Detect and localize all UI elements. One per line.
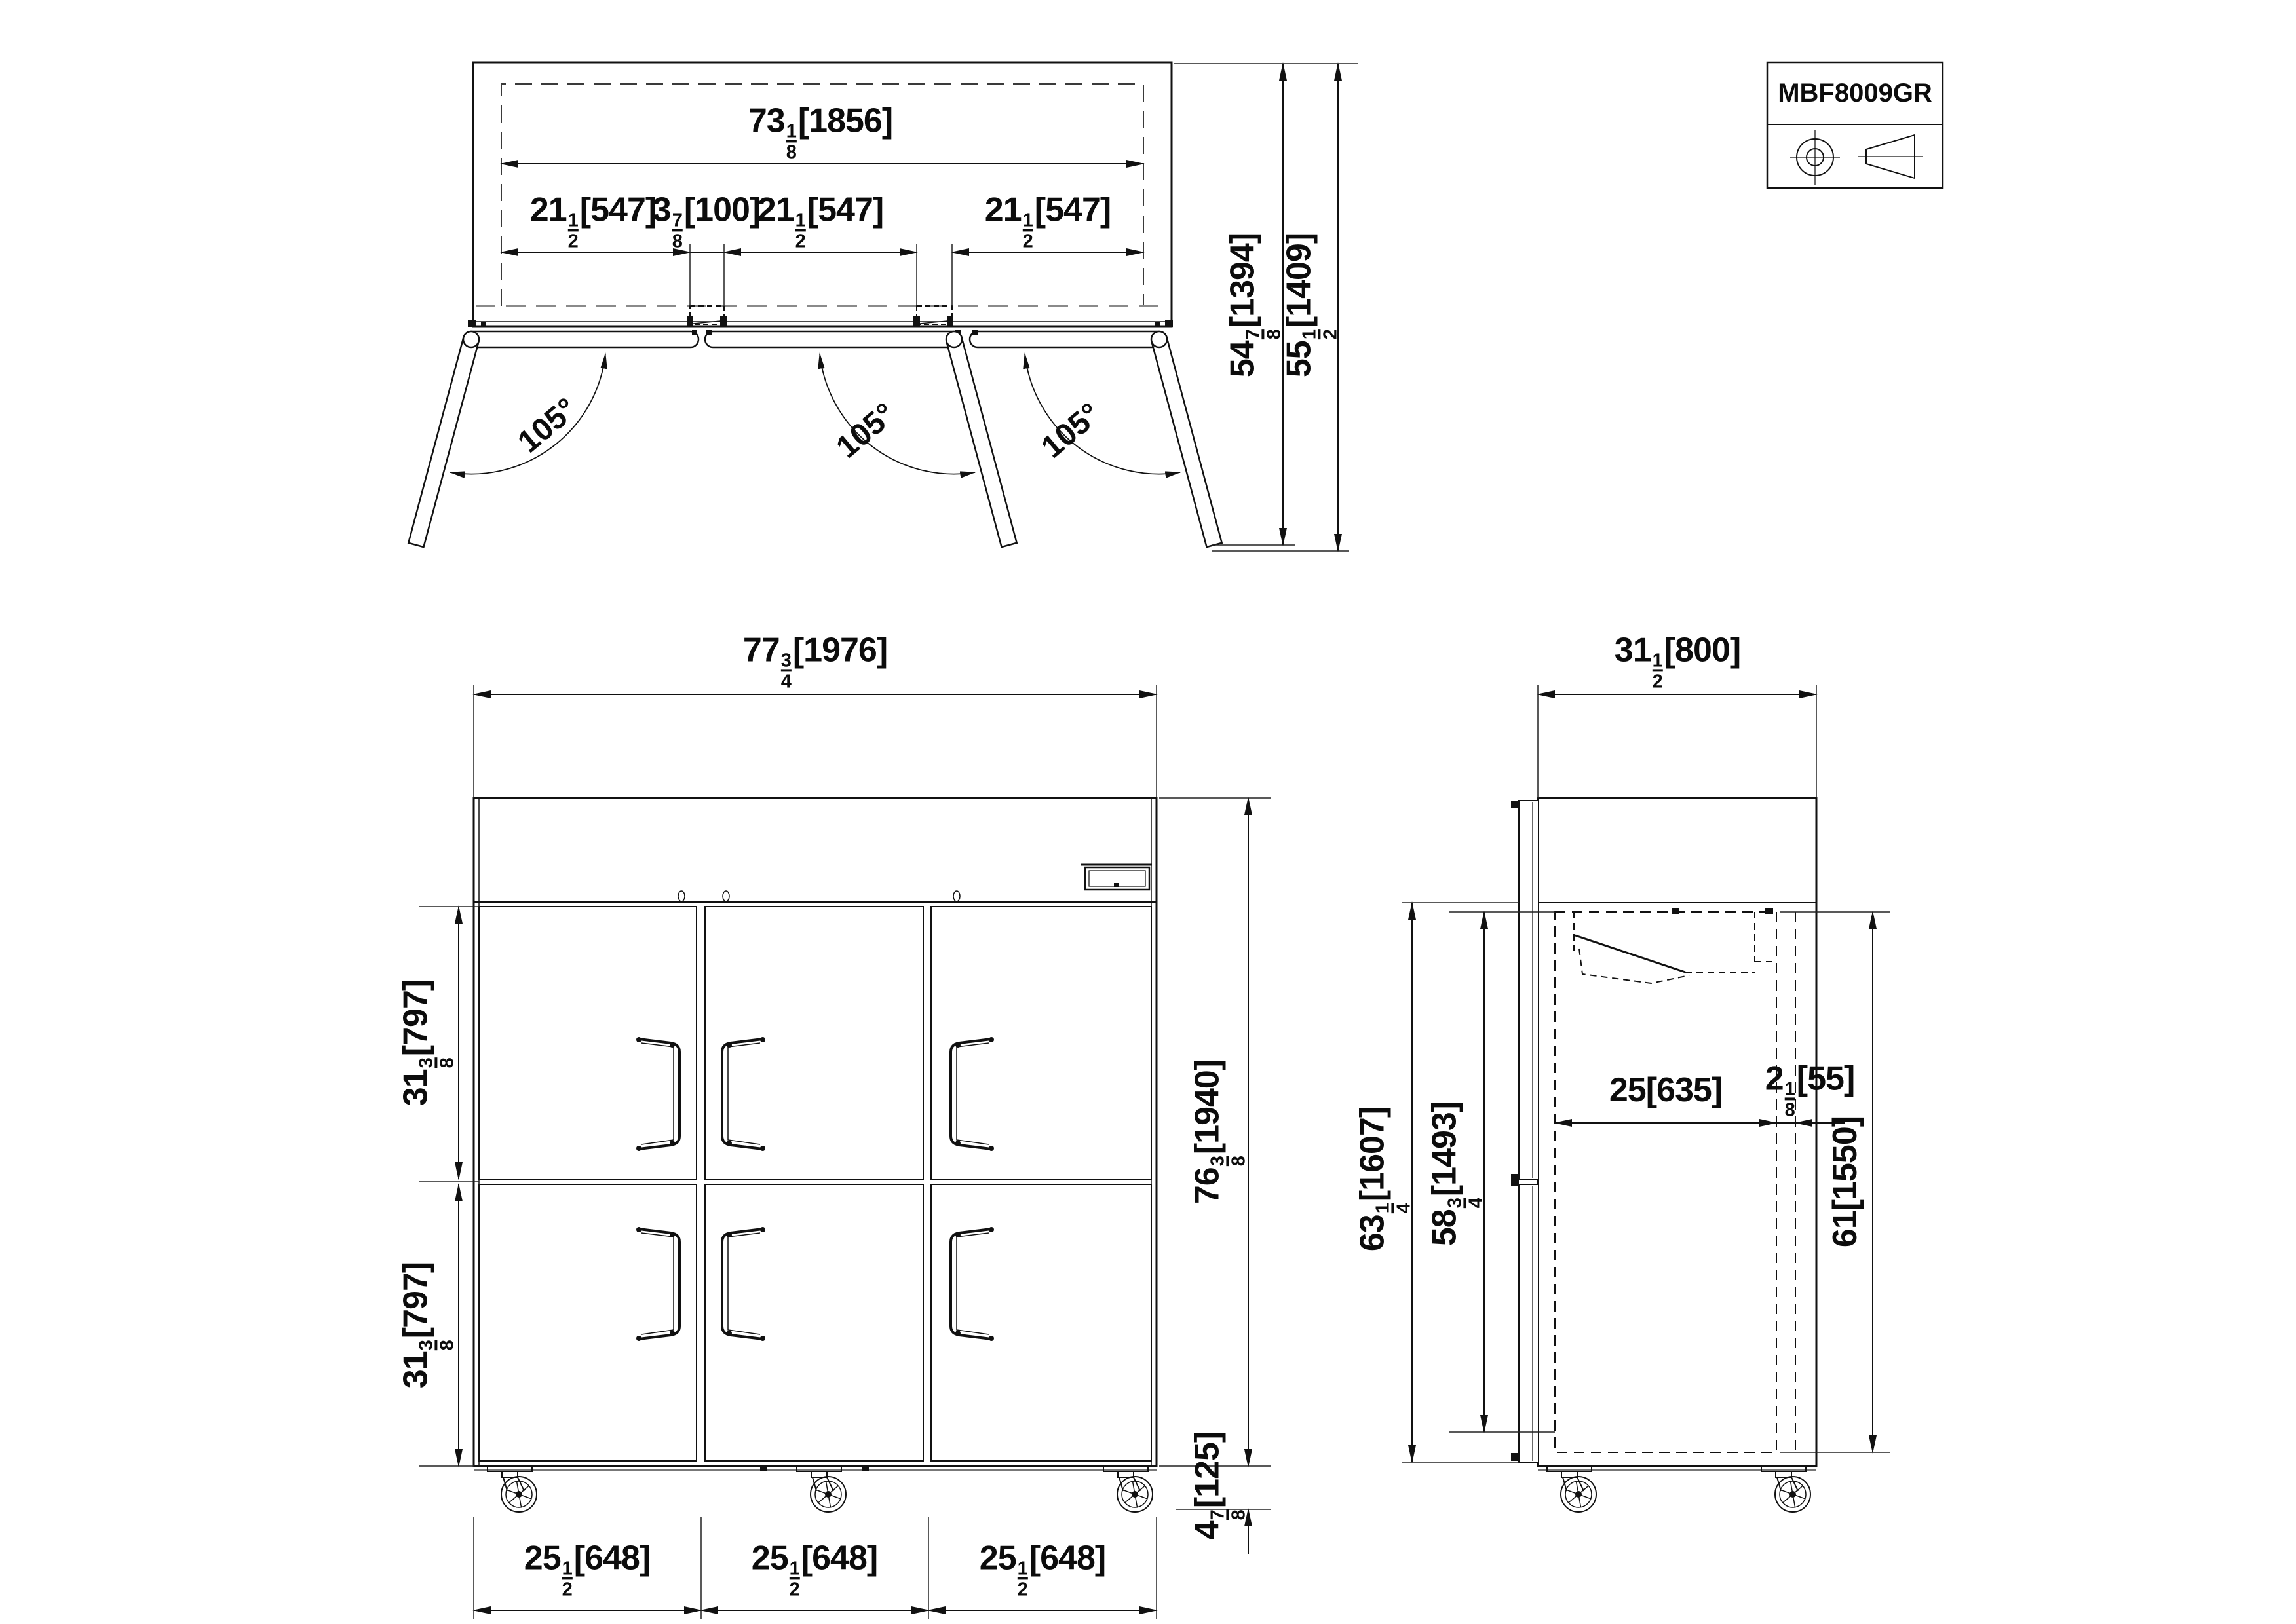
dim-top-door-right: 21 $\frac{1}{2}$ [547]	[984, 191, 1111, 252]
side-door-lower	[1519, 1184, 1539, 1462]
hinge-pin-3	[953, 891, 960, 901]
control-panel	[1081, 865, 1152, 890]
dim-side-door-panel-height: 58 3 4 [1493]	[1425, 1101, 1487, 1247]
model-number: MBF8009GR	[1778, 79, 1932, 107]
hinge-pin-1	[678, 891, 685, 901]
dim-top-mullion: 3 $\frac{7}{8}$ [100]	[652, 191, 761, 252]
door-swing-angle-right: 105°	[1035, 396, 1107, 465]
dim-front-overall-width: 77 $\frac{3}{4}$ [1976]	[742, 631, 888, 692]
dim-side-interior-depth: 25[635]	[1609, 1071, 1723, 1109]
dim-top-door-left: 21 $\frac{1}{2}$ [547]	[529, 191, 657, 252]
door-swing-angle-mid: 105°	[830, 396, 902, 465]
dim-top-depth-overall: 55 1 2 [1409]	[1280, 233, 1341, 378]
hinge-pivot-right	[1151, 331, 1167, 347]
caster	[1103, 1466, 1153, 1512]
dim-top-depth-body: 54 7 8 [1394]	[1223, 233, 1285, 378]
caster	[797, 1466, 846, 1512]
dim-front-door-width-right: 25 $\frac{1}{2}$ [648]	[979, 1539, 1106, 1600]
dim-side-door-assembly-height: 63 1 4 [1607]	[1353, 1106, 1415, 1252]
closed-door-left	[463, 331, 698, 347]
dim-side-overall-depth: 31 $\frac{1}{2}$ [800]	[1614, 631, 1741, 692]
caster	[1761, 1466, 1810, 1512]
side-door-hinges	[1511, 801, 1519, 1461]
dim-top-overall-width: 73 $\frac{1}{8}$ [1856]	[748, 102, 893, 163]
dim-front-door-width-mid: 25 $\frac{1}{2}$ [648]	[751, 1539, 878, 1600]
dim-front-lower-door-height: 31 3 8 [797]	[396, 1262, 458, 1389]
side-door-upper	[1519, 801, 1539, 1179]
closed-door-right	[970, 331, 1167, 347]
door-swing-angle-left: 105°	[511, 391, 584, 460]
dim-front-door-width-left: 25 $\frac{1}{2}$ [648]	[524, 1539, 651, 1600]
dim-front-upper-door-height: 31 3 8 [797]	[396, 979, 458, 1106]
side-cabinet-outline	[1538, 798, 1816, 1466]
open-door-right	[1151, 337, 1221, 547]
hinge-pivot-mid	[946, 331, 962, 347]
caster	[1547, 1466, 1596, 1512]
dim-front-overall-height: 76 3 8 [1940]	[1188, 1059, 1250, 1205]
front-view	[419, 685, 1271, 1619]
open-door-mid	[946, 337, 1016, 547]
hinge-pin-2	[723, 891, 729, 901]
dim-front-caster-height: 4 7 8 [125]	[1188, 1431, 1250, 1540]
hinge-pivot-left	[463, 331, 479, 347]
dim-side-rear-wall-gap: 2 $\frac{1}{8}$ [55]	[1765, 1059, 1855, 1121]
dim-top-door-mid: 21 $\frac{1}{2}$ [547]	[757, 191, 884, 252]
dim-side-interior-height: 61[1550]	[1826, 1116, 1864, 1248]
closed-door-mid	[705, 331, 962, 347]
front-door-panels	[479, 907, 1151, 1461]
caster	[488, 1466, 537, 1512]
open-door-left	[408, 337, 478, 547]
